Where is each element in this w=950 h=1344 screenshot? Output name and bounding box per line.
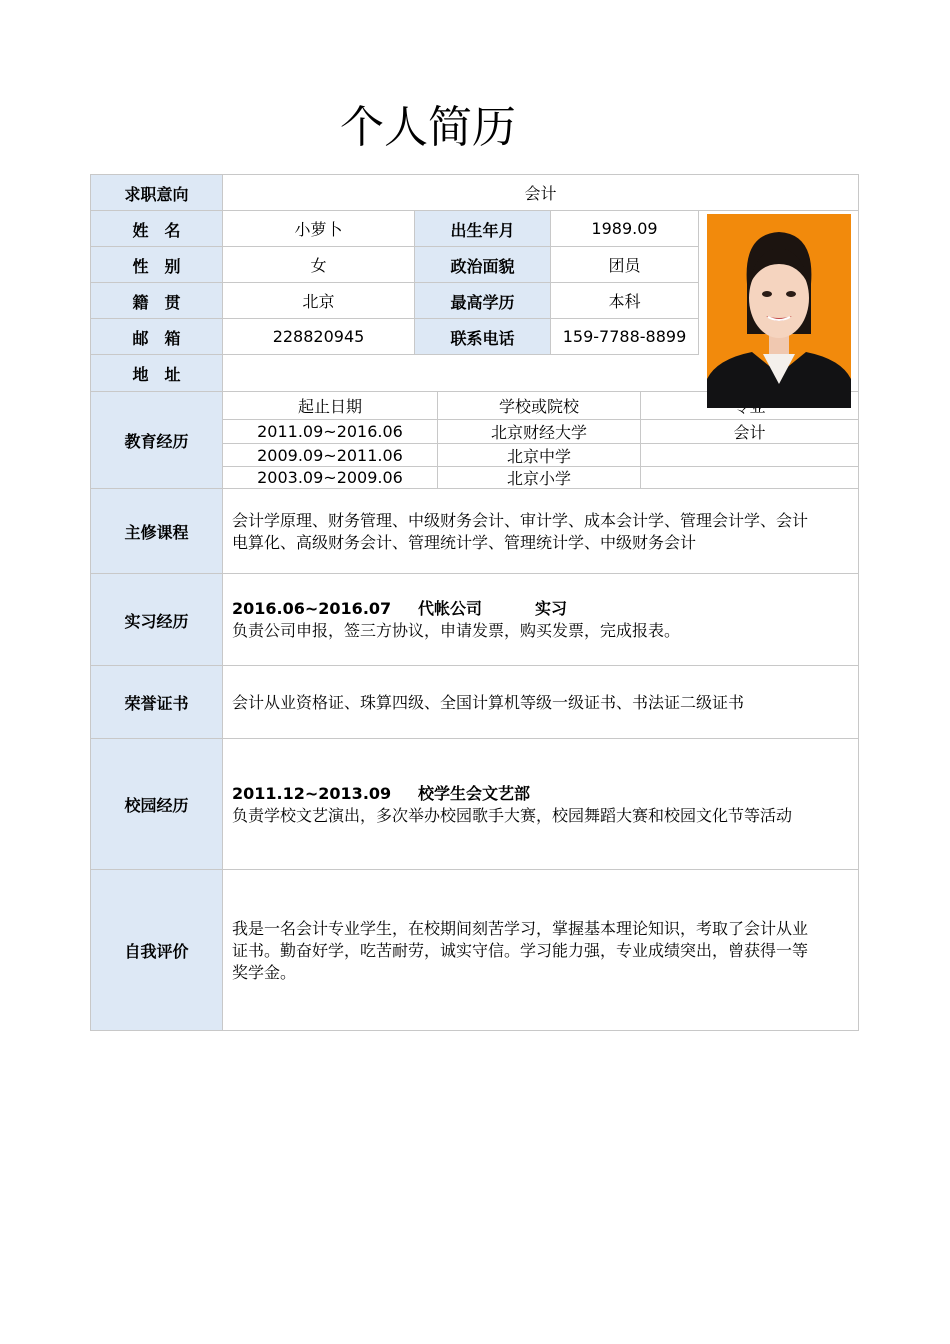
- hometown-value: 北京: [302, 292, 335, 311]
- page-title: 个人简历: [340, 102, 516, 153]
- label-gender: 性 别: [91, 247, 222, 283]
- self-eval-line-2: 证书。勤奋好学，吃苦耐劳，诚实守信。学习能力强，专业成绩突出，曾获得一等: [232, 941, 809, 960]
- divider: [91, 210, 858, 211]
- email-value: 228820945: [272, 327, 365, 346]
- edu-row3-date: 2003.09~2009.06: [257, 468, 403, 487]
- edu-row1-major: 会计: [733, 423, 766, 442]
- edu-row3-major: [641, 467, 858, 488]
- internship-desc: 负责公司申报，签三方协议，申请发票，购买发票，完成报表。: [232, 621, 681, 640]
- divider: [91, 573, 858, 574]
- label-honors: 荣誉证书: [91, 666, 222, 739]
- courses-line-2: 电算化、高级财务会计、管理统计学、管理统计学、中级财务会计: [232, 533, 697, 552]
- objective-value: 会计: [524, 184, 557, 203]
- profile-photo: [707, 214, 851, 408]
- self-eval-line-3: 奖学金。: [232, 963, 297, 982]
- divider: [91, 665, 858, 666]
- label-email: 邮 箱: [91, 319, 222, 355]
- campus-org: 校学生会文艺部: [418, 784, 531, 803]
- divider: [698, 211, 699, 355]
- self-eval-line-1: 我是一名会计专业学生，在校期间刻苦学习，掌握基本理论知识，考取了会计从业: [232, 919, 809, 938]
- degree-value: 本科: [608, 292, 641, 311]
- label-campus: 校园经历: [91, 739, 222, 870]
- gender-value: 女: [310, 256, 327, 275]
- label-address: 地 址: [91, 355, 222, 392]
- edu-row2-date: 2009.09~2011.06: [257, 445, 403, 465]
- political-value: 团员: [608, 256, 641, 275]
- birth-value: 1989.09: [591, 219, 658, 238]
- address-value: [223, 355, 693, 391]
- edu-row1-school: 北京财经大学: [490, 423, 587, 442]
- edu-row2-major: [641, 444, 858, 466]
- label-education: 教育经历: [91, 392, 222, 489]
- label-name: 姓 名: [91, 211, 222, 247]
- edu-header-school: 学校或院校: [498, 397, 579, 416]
- label-internship: 实习经历: [91, 574, 222, 666]
- divider: [91, 738, 858, 739]
- name-value: 小萝卜: [294, 220, 343, 239]
- label-objective: 求职意向: [91, 175, 222, 211]
- label-phone: 联系电话: [415, 319, 550, 355]
- label-self-eval: 自我评价: [91, 870, 222, 1030]
- honors-text: 会计从业资格证、珠算四级、全国计算机等级一级证书、书法证二级证书: [232, 693, 745, 712]
- phone-value: 159-7788-8899: [562, 327, 687, 346]
- internship-role: 实习: [535, 599, 568, 618]
- divider: [91, 488, 858, 489]
- campus-period: 2011.12~2013.09: [232, 784, 392, 803]
- edu-row1-date: 2011.09~2016.06: [257, 422, 403, 441]
- divider: [414, 211, 415, 355]
- edu-header-date: 起止日期: [297, 397, 362, 416]
- divider: [91, 869, 858, 870]
- internship-company: 代帐公司: [418, 599, 483, 618]
- label-degree: 最高学历: [415, 283, 550, 319]
- label-hometown: 籍 贯: [91, 283, 222, 319]
- internship-period: 2016.06~2016.07: [232, 599, 392, 618]
- portrait-image: [707, 214, 851, 408]
- edu-row3-school: 北京小学: [506, 469, 571, 488]
- courses-line-1: 会计学原理、财务管理、中级财务会计、审计学、成本会计学、管理会计学、会计: [232, 511, 809, 530]
- label-courses: 主修课程: [91, 489, 222, 574]
- edu-row2-school: 北京中学: [506, 446, 571, 466]
- label-birth: 出生年月: [415, 211, 550, 247]
- label-political: 政治面貌: [415, 247, 550, 283]
- campus-desc: 负责学校文艺演出，多次举办校园歌手大赛，校园舞蹈大赛和校园文化节等活动: [232, 806, 793, 825]
